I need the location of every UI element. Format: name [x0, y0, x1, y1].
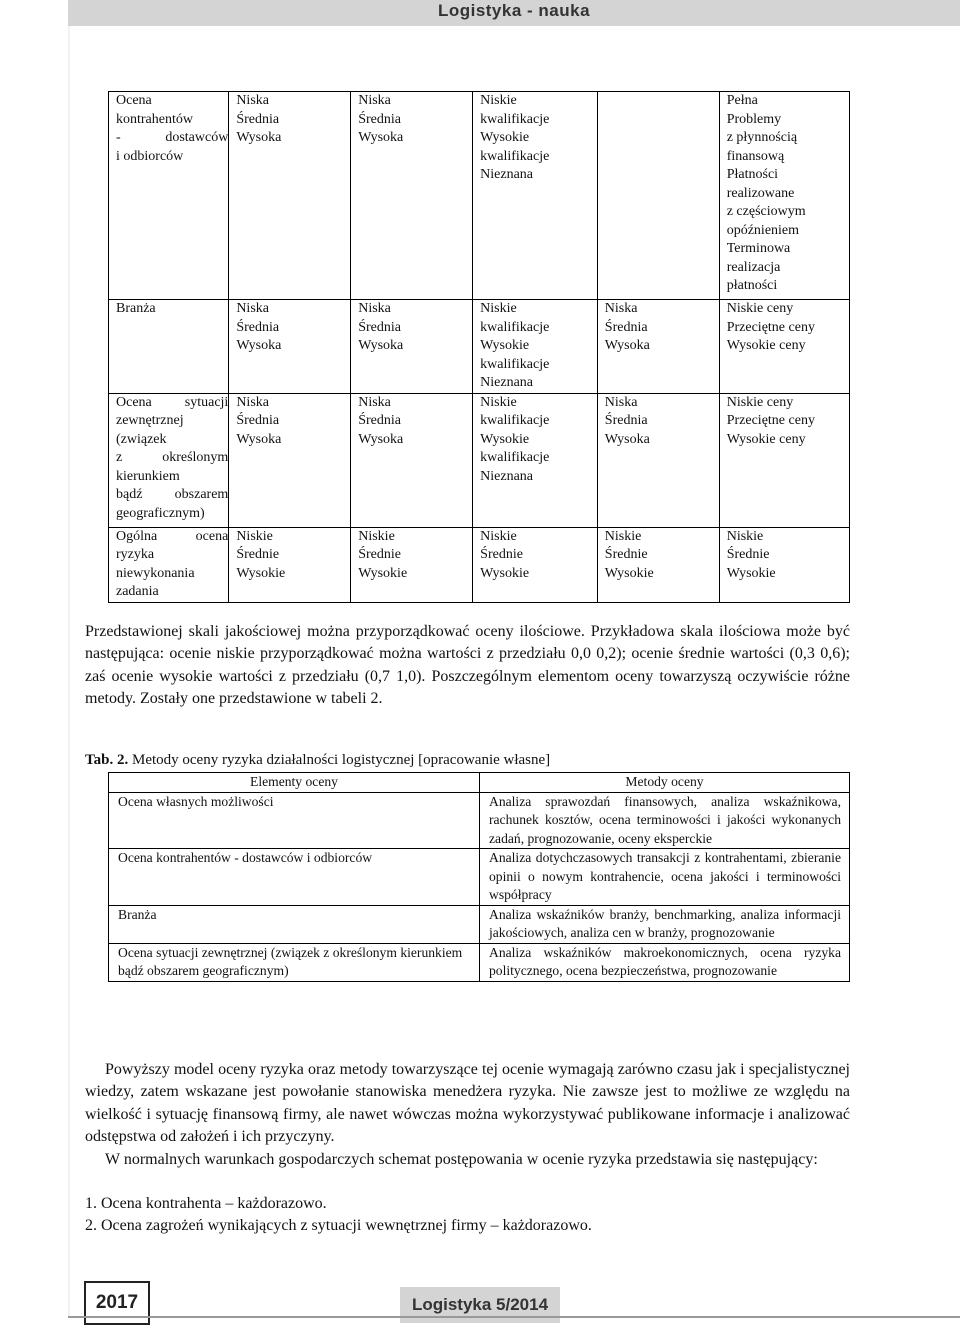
scale-value: Średnia	[358, 111, 401, 127]
table-row	[109, 300, 850, 394]
scale-cell	[229, 92, 351, 300]
scale-cell	[473, 393, 598, 527]
page-header-bar	[68, 0, 960, 26]
scale-cell	[473, 300, 598, 394]
scale-value: Wysokie	[604, 565, 654, 581]
procedure-list	[85, 1193, 850, 1238]
scale-value: Niska	[604, 301, 638, 316]
criterion-cell	[109, 393, 229, 527]
table-row	[109, 527, 850, 602]
page-edge	[68, 26, 70, 1318]
scale-value: kwalifikacje	[480, 450, 550, 465]
table-row	[109, 393, 850, 527]
table-row	[109, 905, 850, 943]
scale-value: Średnie	[358, 547, 401, 562]
scale-value: Przeciętne ceny	[726, 413, 815, 428]
method-cell: Analiza wskaźników branży, benchmarking, analiza informacji jakościowych, analiza cen w branży, prognozowanie	[480, 905, 850, 943]
scale-value: kwalifikacje	[480, 319, 550, 335]
footer-rule	[68, 1316, 960, 1318]
list-item: 2. Ocena zagrożeń wynikających z sytuacji wewnętrznej firmy – każdorazowo.	[85, 1217, 592, 1235]
paragraph-quantitative-scale: Przedstawionej skali jakościowej można przyporządkować oceny ilościowe. Przykładowa skala ilościowa może być następująca: ocenie niskie przyporządkować można wartości z przedziału 0,0 0,2); ocenie średnie wartości (0,3 0,6); zaś ocenie wysokie wartości z przedziału (0,7 1,0). Poszczególnym elementom oceny towarzyszą oczywiście różne metody. Zostały one przedstawione w tabeli 2.	[85, 623, 850, 708]
scale-cell	[597, 92, 719, 300]
scale-cell	[597, 527, 719, 602]
scale-cell	[719, 92, 849, 300]
scale-value: finansową	[726, 148, 785, 164]
scale-cell	[229, 527, 351, 602]
scale-value: z częściowym	[726, 204, 806, 219]
element-cell: Ocena własnych możliwości	[109, 792, 480, 849]
scale-value: Terminowa	[726, 241, 791, 256]
scale-value: Niska	[358, 93, 391, 108]
footer-year: 2017	[84, 1281, 150, 1325]
table-row	[109, 943, 850, 981]
criterion-line: geograficznym)	[116, 505, 205, 521]
criterion-line: Branża	[116, 301, 156, 316]
criterion-line: - dostawców	[116, 130, 229, 145]
scale-value: Wysokie	[480, 565, 530, 581]
scale-cell	[351, 527, 473, 602]
risk-scale-table	[108, 91, 850, 603]
scale-cell	[719, 300, 849, 394]
scale-value: Średnia	[236, 111, 280, 127]
criterion-line: bądź obszarem	[116, 487, 229, 502]
scale-value: Średnie	[604, 547, 648, 562]
scale-value: Wysokie ceny	[726, 338, 806, 353]
scale-value: Niska	[236, 301, 269, 316]
criterion-line: kontrahentów	[116, 111, 193, 127]
methods-table-header-elements: Elementy oceny	[109, 773, 480, 793]
scale-value: Średnia	[236, 319, 280, 335]
criterion-line: z określonym	[116, 450, 229, 465]
scale-value: opóźnieniem	[726, 222, 800, 238]
table2-caption-text: Metody oceny ryzyka działalności logistycznej [opracowanie własne]	[128, 752, 551, 768]
table2-caption-label: Tab. 2.	[85, 752, 129, 768]
scale-cell	[473, 92, 598, 300]
element-cell: Branża	[109, 905, 480, 943]
method-cell: Analiza dotychczasowych transakcji z kontrahentami, zbieranie opinii o nowym kontrahencie, ocena jakości i terminowości współpracy	[480, 849, 850, 906]
footer-journal: Logistyka 5/2014	[400, 1287, 560, 1323]
scale-value: kwalifikacje	[480, 356, 550, 372]
criterion-line: Ogólna ocena	[116, 528, 229, 544]
table-row	[109, 92, 850, 300]
scale-value: Niska	[358, 301, 391, 316]
scale-value: Średnie	[236, 547, 280, 562]
scale-value: Wysoka	[236, 431, 282, 447]
scale-cell	[229, 393, 351, 527]
scale-value: Niska	[236, 93, 269, 108]
element-cell: Ocena sytuacji zewnętrznej (związek z określonym kierunkiem bądź obszarem geograficznym)	[109, 943, 480, 981]
scale-value: Niskie	[480, 394, 517, 410]
scale-value: Niskie	[358, 528, 395, 544]
table2-caption	[85, 752, 550, 769]
scale-value: Niskie	[236, 528, 273, 544]
criterion-line: zewnętrznej	[116, 413, 184, 428]
paragraph-risk-manager: Powyższy model oceny ryzyka oraz metody towarzyszące tej ocenie wymagają zarówno czasu jak i specjalistycznej wiedzy, zatem wskazane jest powołanie stanowiska menedżera ryzyka. Nie zawsze jest to możliwe ze względu na wielkość i sytuację finansową firmy, ale nawet wówczas można wykorzystywać publikowane informacje i analizować odstępstwa od założeń i ich przyczyny.	[85, 1061, 850, 1146]
list-item: 1. Ocena kontrahenta – każdorazowo.	[85, 1195, 327, 1212]
scale-value: Wysokie ceny	[726, 431, 806, 447]
scale-value: Niskie	[480, 301, 517, 316]
scale-value: Wysoka	[604, 431, 650, 447]
scale-value: Niska	[358, 394, 391, 410]
scale-cell	[597, 300, 719, 394]
scale-value: Niskie ceny	[726, 394, 794, 410]
element-cell: Ocena kontrahentów - dostawców i odbiorców	[109, 849, 480, 906]
table-row	[109, 849, 850, 906]
scale-value: Nieznana	[480, 375, 534, 390]
scale-value: Nieznana	[480, 468, 534, 484]
criterion-line: (związek	[116, 431, 167, 447]
scale-cell	[229, 300, 351, 394]
scale-value: Średnia	[236, 413, 280, 428]
criterion-cell	[109, 300, 229, 394]
criterion-line: i odbiorców	[116, 148, 184, 164]
scale-value: Niskie	[604, 528, 642, 544]
scale-cell	[597, 393, 719, 527]
scale-value: kwalifikacje	[480, 148, 550, 164]
criterion-cell	[109, 92, 229, 300]
scale-value: Problemy	[726, 111, 782, 127]
scale-value: Średnia	[358, 413, 401, 428]
scale-value: Wysoka	[236, 130, 282, 145]
scale-cell	[351, 393, 473, 527]
scale-value: Niskie	[480, 528, 517, 544]
scale-cell	[719, 393, 849, 527]
method-cell: Analiza sprawozdań finansowych, analiza wskaźnikowa, rachunek kosztów, ocena terminowości i jakości wykonanych zadań, prognozowanie, oceny eksperckie	[480, 792, 850, 849]
scale-cell	[473, 527, 598, 602]
scale-value: realizacja	[726, 259, 781, 275]
scale-value: Płatności	[726, 167, 779, 182]
scale-value: Wysokie	[480, 431, 530, 447]
scale-value: Wysoka	[236, 338, 282, 353]
methods-table-header-methods: Metody oceny	[480, 773, 850, 793]
scale-value: Niska	[236, 394, 269, 410]
scale-value: kwalifikacje	[480, 413, 550, 428]
criterion-line: Ocena sytuacji	[116, 394, 229, 410]
scale-value: Wysoka	[604, 338, 650, 353]
scale-cell	[719, 527, 849, 602]
criterion-cell	[109, 527, 229, 602]
scale-value: Wysokie	[480, 130, 530, 145]
scale-value: płatności	[726, 278, 778, 293]
methods-table	[108, 772, 850, 982]
page-header-title: Logistyka - nauka	[437, 1, 591, 20]
scale-value: kwalifikacje	[480, 111, 550, 127]
scale-value: Wysoka	[358, 431, 404, 447]
method-cell: Analiza wskaźników makroekonomicznych, ocena ryzyka politycznego, ocena bezpieczeństwa, prognozowanie	[480, 943, 850, 981]
scale-value: Wysokie	[726, 565, 776, 581]
criterion-line: Ocena	[116, 93, 152, 108]
scale-value: Średnie	[726, 547, 770, 562]
paragraph-procedure: W normalnych warunkach gospodarczych schemat postępowania w ocenie ryzyka przedstawia się następujący:	[105, 1151, 818, 1168]
scale-value: Średnia	[604, 413, 648, 428]
scale-value: Nieznana	[480, 167, 534, 182]
scale-value: z płynnością	[726, 130, 798, 145]
scale-value: Przeciętne ceny	[726, 319, 815, 335]
table-row	[109, 792, 850, 849]
scale-value: realizowane	[726, 185, 795, 201]
scale-value: Wysokie	[480, 338, 530, 353]
scale-cell	[351, 92, 473, 300]
criterion-line: zadania	[116, 584, 159, 599]
scale-value: Pełna	[726, 93, 758, 108]
scale-value: Niskie	[726, 528, 764, 544]
scale-value: Średnia	[604, 319, 648, 335]
scale-value: Wysokie	[358, 565, 408, 581]
scale-value: Wysokie	[236, 565, 286, 581]
criterion-line: kierunkiem	[116, 468, 180, 484]
scale-value: Niskie	[480, 93, 517, 108]
scale-value: Wysoka	[358, 338, 404, 353]
scale-value: Średnia	[358, 319, 401, 335]
scale-value: Średnie	[480, 547, 523, 562]
scale-cell	[351, 300, 473, 394]
criterion-line: niewykonania	[116, 565, 195, 581]
criterion-line: ryzyka	[116, 547, 155, 562]
scale-value: Niska	[604, 394, 638, 410]
scale-value: Wysoka	[358, 130, 404, 145]
scale-value: Niskie ceny	[726, 301, 794, 316]
